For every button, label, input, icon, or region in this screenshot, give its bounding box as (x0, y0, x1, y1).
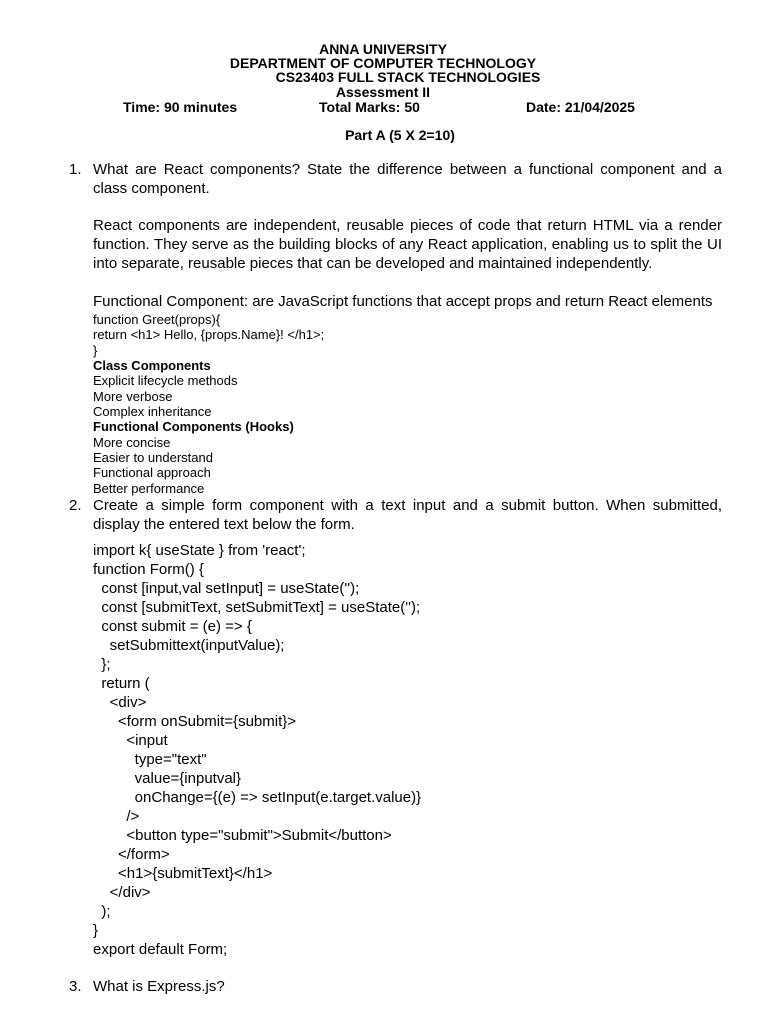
code-line: export default Form; (93, 941, 228, 958)
code-line: <div> (93, 694, 147, 711)
question-text: What is Express.js? (93, 978, 225, 995)
code-line: ); (93, 903, 111, 920)
list-item: Better performance (93, 481, 205, 496)
code-line: setSubmittext(inputValue); (93, 637, 285, 654)
course-title: CS23403 FULL STACK TECHNOLOGIES (275, 69, 541, 85)
question-number: 2. (69, 497, 82, 514)
code-line: type="text" (93, 751, 207, 768)
list-item: Explicit lifecycle methods (93, 373, 238, 388)
list-item: More verbose (93, 389, 173, 404)
list-item: Functional approach (93, 465, 211, 480)
code-line: onChange={(e) => setInput(e.target.value)} (93, 789, 422, 806)
class-components-heading: Class Components (93, 358, 211, 373)
functional-component-intro: Functional Component: are JavaScript functions that accept props and return React elements (93, 293, 713, 310)
code-line: value={inputval} (93, 770, 242, 787)
code-line: <button type="submit">Submit</button> (93, 827, 392, 844)
code-line: <input (93, 732, 168, 749)
list-item: Easier to understand (93, 450, 213, 465)
exam-date: Date: 21/04/2025 (526, 99, 635, 115)
list-item: More concise (93, 435, 171, 450)
assessment-title: Assessment II (335, 84, 431, 100)
code-line: const [submitText, setSubmitText] = useState(''); (93, 599, 421, 616)
code-line: function Form() { (93, 561, 204, 578)
question-number: 1. (69, 161, 82, 178)
functional-components-heading: Functional Components (Hooks) (93, 419, 294, 434)
code-line: } (93, 343, 98, 358)
code-line: }; (93, 656, 111, 673)
total-marks: Total Marks: 50 (319, 99, 420, 115)
code-line: const submit = (e) => { (93, 618, 252, 635)
code-line: const [input,val setInput] = useState(''); (93, 580, 360, 597)
list-item: Complex inheritance (93, 404, 212, 419)
code-line: </div> (93, 884, 151, 901)
part-a-title: Part A (5 X 2=10) (345, 127, 455, 143)
code-line: <h1>{submitText}</h1> (93, 865, 273, 882)
code-line: <form onSubmit={submit}> (93, 713, 297, 730)
university-name: ANNA UNIVERSITY (319, 41, 447, 57)
question-text: What are React components? State the difference between a functional component and a class component. (93, 161, 722, 197)
question-text: Create a simple form component with a text input and a submit button. When submitted, display the entered text below the form. (93, 497, 722, 533)
department-name: DEPARTMENT OF COMPUTER TECHNOLOGY (229, 55, 537, 71)
code-line: return ( (93, 675, 150, 692)
question-number: 3. (69, 978, 82, 995)
code-line: function Greet(props){ (93, 312, 221, 327)
code-block (93, 541, 421, 959)
answer-paragraph: React components are independent, reusable pieces of code that return HTML via a render function. They serve as the building blocks of any React application, enabling us to split the UI into separate, reusable pieces that can be developed and maintained independently. (93, 217, 722, 272)
code-line: /> (93, 808, 140, 825)
code-line: </form> (93, 846, 170, 863)
code-line: return <h1> Hello, {props.Name}! </h1>; (93, 327, 325, 342)
code-line: import k{ useState } from 'react'; (93, 542, 306, 559)
code-line: } (93, 922, 99, 939)
exam-time: Time: 90 minutes (123, 99, 238, 115)
